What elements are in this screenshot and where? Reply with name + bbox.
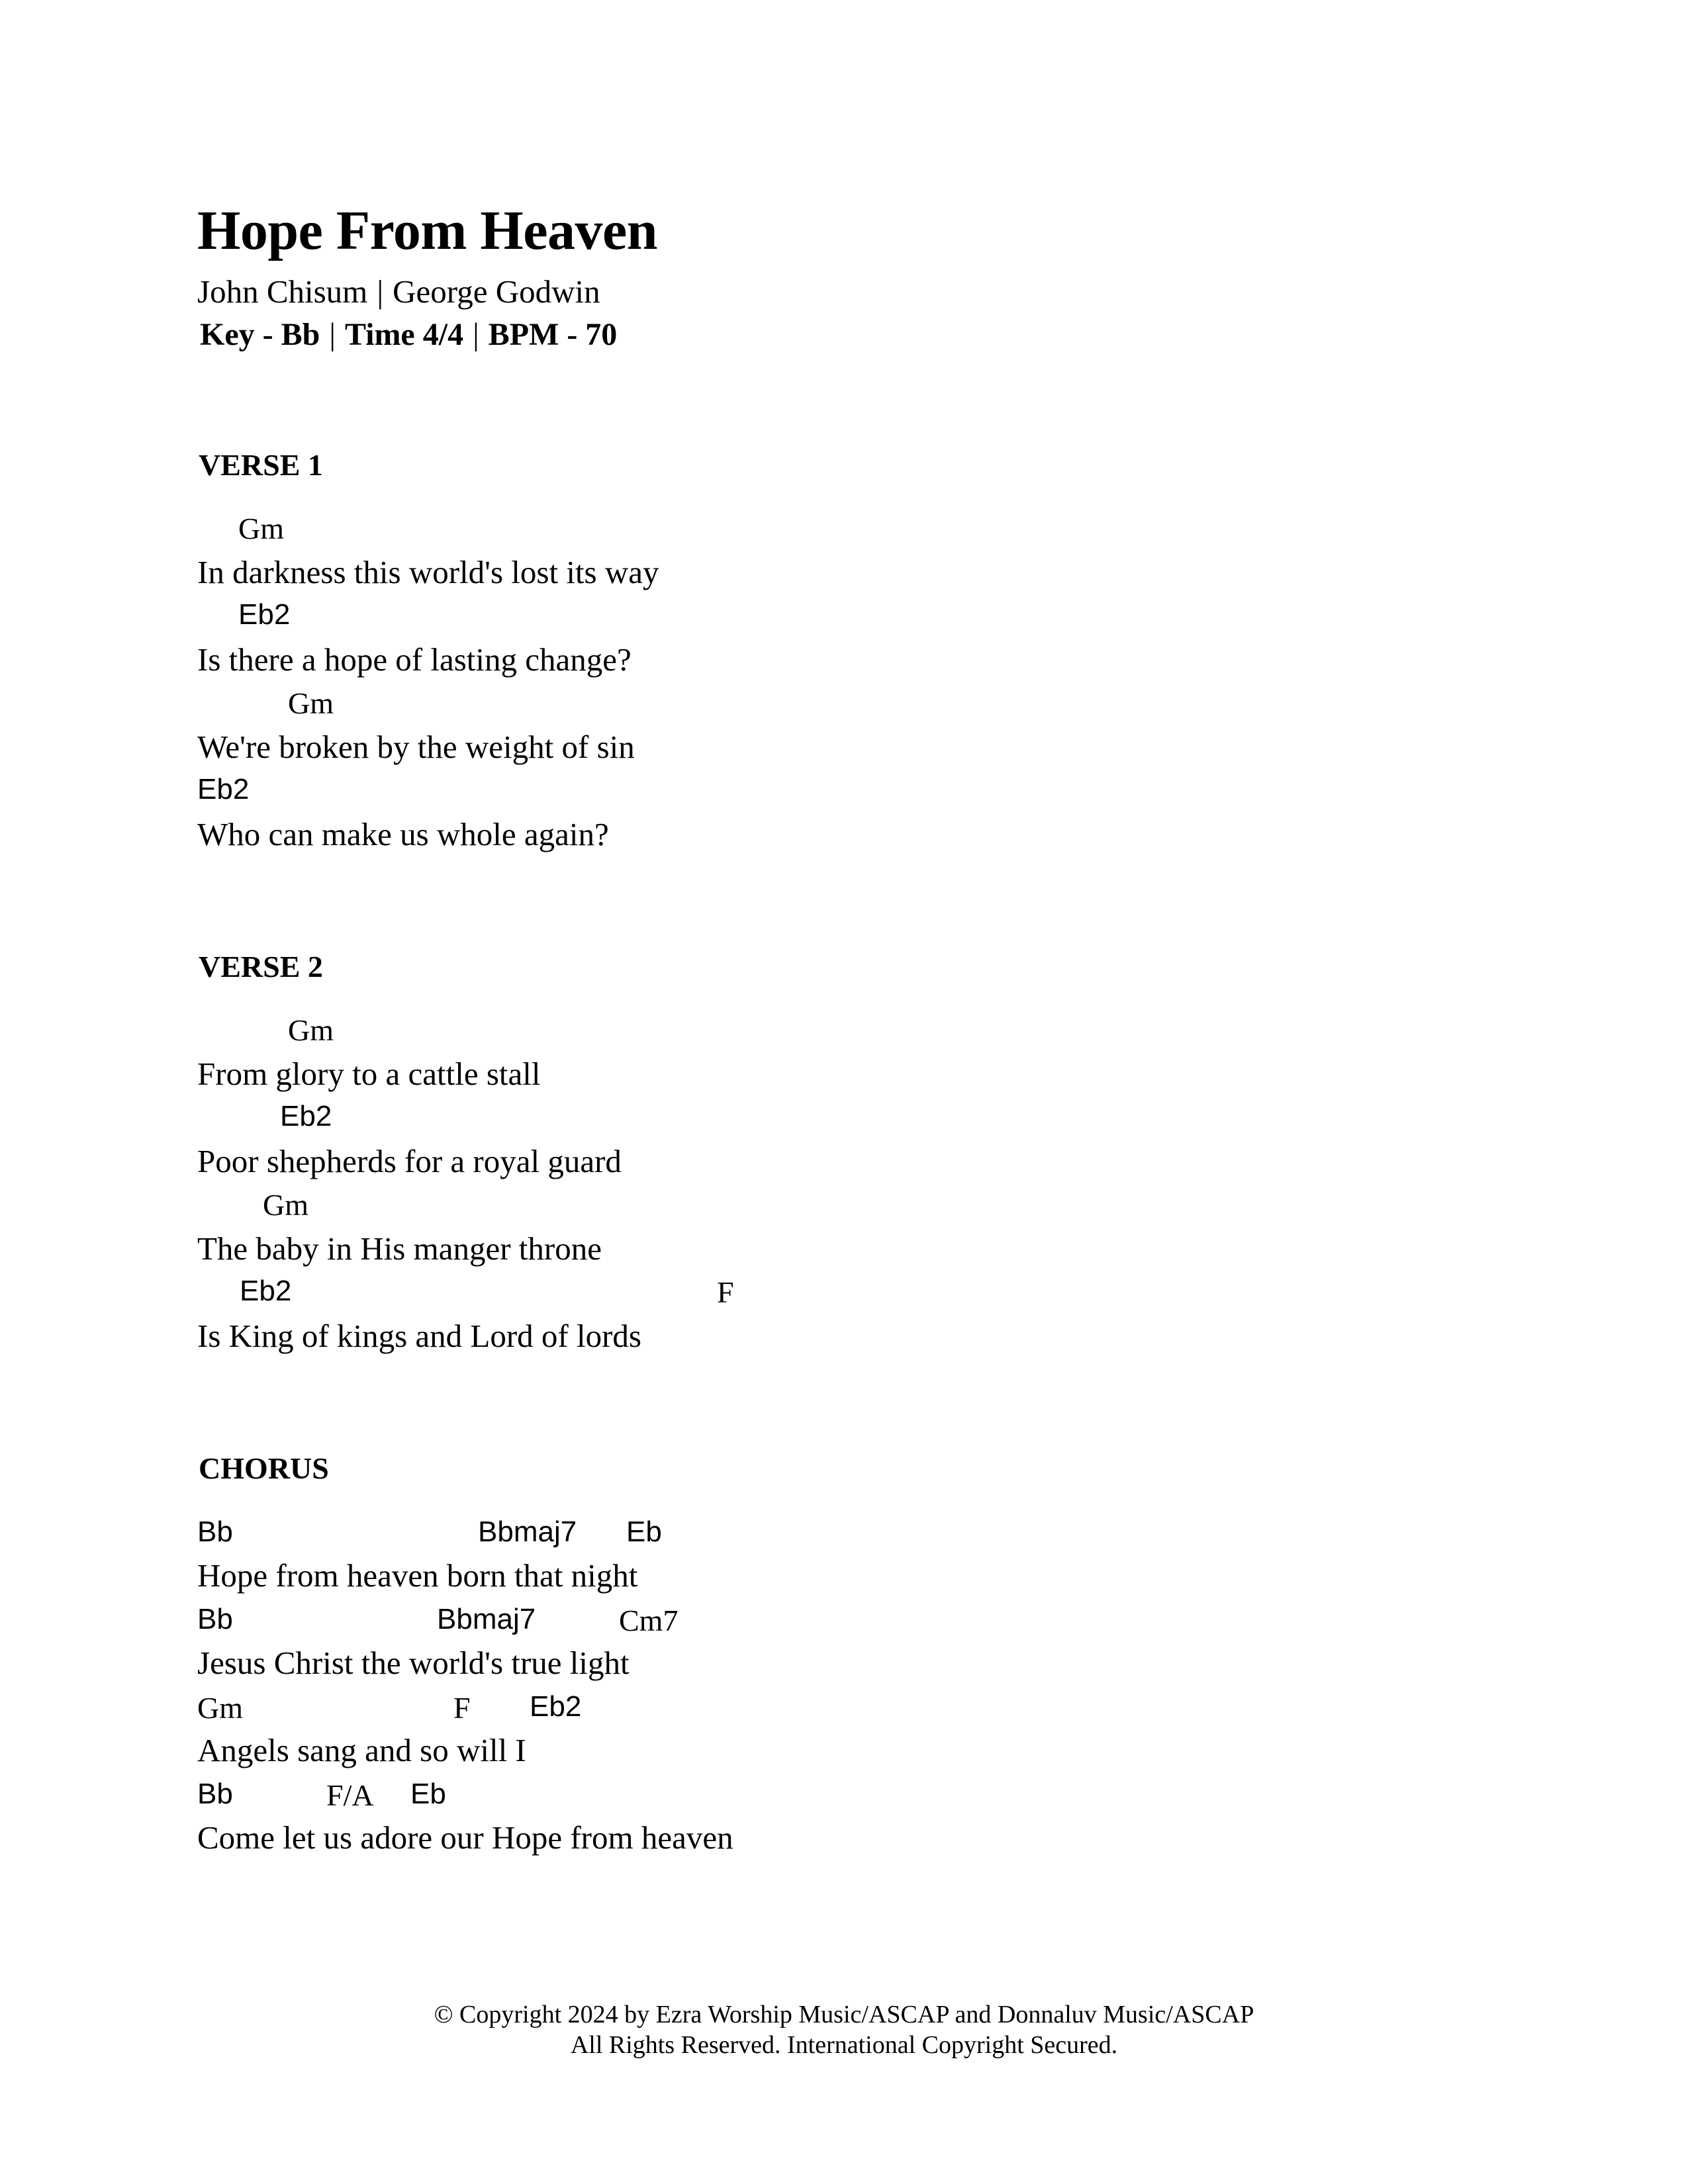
chord: Gm [263, 1188, 308, 1222]
copyright-notice: © Copyright 2024 by Ezra Worship Music/ASCAP and Donnaluv Music/ASCAP [434, 2001, 1254, 2028]
lyric-line: Who can make us whole again? [197, 816, 609, 852]
song-meta [200, 316, 617, 353]
chord: F [717, 1275, 734, 1309]
song-title: Hope From Heaven [197, 200, 658, 261]
chord: Gm [288, 686, 334, 720]
writer-separator: | [377, 273, 384, 310]
meta-separator: | [473, 317, 479, 352]
lyric-line: The baby in His manger throne [197, 1230, 602, 1267]
chord: Eb2 [197, 773, 250, 805]
lyric-line: Poor shepherds for a royal guard [197, 1143, 622, 1179]
chord: Eb2 [530, 1690, 582, 1723]
song-key: Key - Bb [200, 317, 320, 352]
song-time-signature: Time 4/4 [344, 317, 464, 352]
chord: Eb [410, 1778, 446, 1810]
writer-1: John Chisum [197, 273, 368, 310]
chord: Eb2 [238, 598, 291, 631]
writer-2: George Godwin [393, 273, 600, 310]
chord: Bb [197, 1516, 233, 1548]
rights-notice: All Rights Reserved. International Copyright Secured. [570, 2031, 1118, 2059]
section-title-chorus: CHORUS [199, 1451, 329, 1485]
section-title-verse-1: VERSE 1 [199, 448, 323, 482]
chord: Bbmaj7 [437, 1603, 536, 1635]
section-title-verse-2: VERSE 2 [199, 950, 323, 983]
lyric-line: From glory to a cattle stall [197, 1056, 541, 1092]
chord: F/A [326, 1778, 374, 1812]
chord: F [453, 1691, 471, 1725]
chord: Eb2 [240, 1275, 292, 1307]
lyric-line: Jesus Christ the world's true light [197, 1645, 630, 1681]
lyric-line: Hope from heaven born that night [197, 1557, 638, 1594]
chord: Eb [626, 1516, 662, 1548]
songwriters [197, 273, 600, 310]
chord: Gm [197, 1691, 243, 1725]
song-bpm: BPM - 70 [488, 317, 618, 352]
lyric-line: Angels sang and so will I [197, 1732, 526, 1768]
meta-separator: | [329, 317, 336, 352]
chord: Eb2 [280, 1100, 332, 1132]
lyric-line: Is King of kings and Lord of lords [197, 1318, 641, 1354]
chord: Bb [197, 1778, 233, 1810]
chord: Bb [197, 1603, 233, 1635]
chord: Gm [238, 512, 284, 545]
chord: Bbmaj7 [478, 1516, 577, 1548]
chord: Gm [288, 1013, 334, 1047]
lyric-line: Is there a hope of lasting change? [197, 641, 632, 678]
lyric-line: Come let us adore our Hope from heaven [197, 1819, 733, 1856]
lyric-line: We're broken by the weight of sin [197, 729, 635, 765]
lyric-line: In darkness this world's lost its way [197, 554, 659, 590]
chord: Cm7 [619, 1604, 679, 1637]
